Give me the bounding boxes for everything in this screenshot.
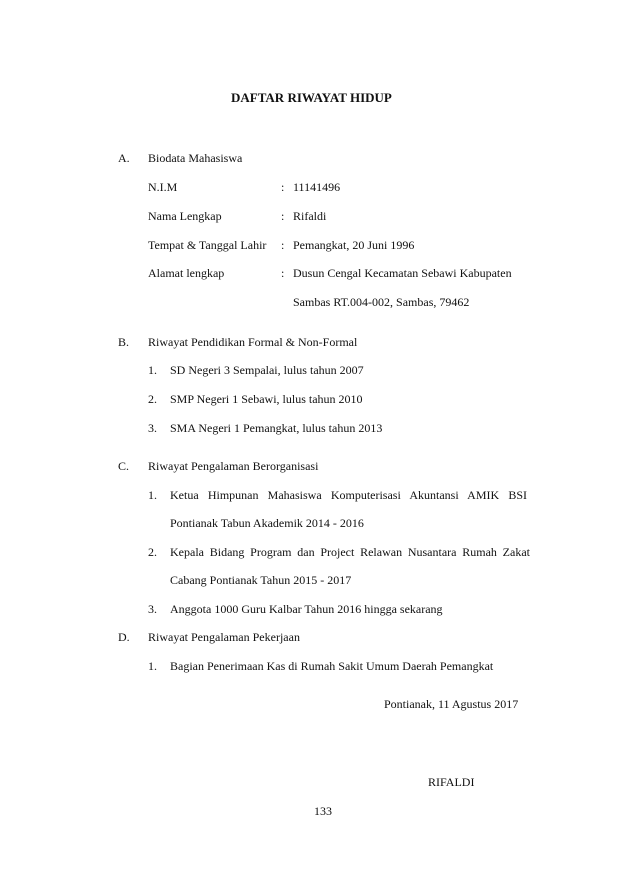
section-a-heading: Biodata Mahasiswa <box>148 151 243 165</box>
list-item-cont: Pontianak Tabun Akademik 2014 - 2016 <box>170 516 364 530</box>
place-date: Pontianak, 11 Agustus 2017 <box>384 697 519 711</box>
list-item: SMA Negeri 1 Pemangkat, lulus tahun 2013 <box>170 421 383 435</box>
section-c-heading: Riwayat Pengalaman Berorganisasi <box>148 459 319 473</box>
field-separator: : <box>281 180 285 194</box>
list-item: SD Negeri 3 Sempalai, lulus tahun 2007 <box>170 363 364 377</box>
list-item-number: 3. <box>148 602 157 616</box>
field-separator: : <box>281 238 285 252</box>
list-item-number: 1. <box>148 488 157 502</box>
section-d-heading: Riwayat Pengalaman Pekerjaan <box>148 630 300 644</box>
field-value-ttl: Pemangkat, 20 Juni 1996 <box>293 238 415 252</box>
list-item-number: 1. <box>148 659 157 673</box>
field-value-nim: 11141496 <box>293 180 341 194</box>
field-label-alamat: Alamat lengkap <box>148 266 225 280</box>
field-value-nama: Rifaldi <box>293 209 327 223</box>
section-b-heading: Riwayat Pendidikan Formal & Non-Formal <box>148 335 358 349</box>
field-separator: : <box>281 266 285 280</box>
list-item: Kepala Bidang Program dan Project Relawan Nusantara Rumah Zakat <box>170 545 530 559</box>
list-item: Ketua Himpunan Mahasiswa Komputerisasi Akuntansi AMIK BSI <box>170 488 527 502</box>
list-item: Bagian Penerimaan Kas di Rumah Sakit Umum Daerah Pemangkat <box>170 659 494 673</box>
list-item-number: 1. <box>148 363 157 377</box>
field-separator: : <box>281 209 285 223</box>
signature-name: RIFALDI <box>428 775 475 789</box>
list-item-cont: Cabang Pontianak Tahun 2015 - 2017 <box>170 573 352 587</box>
section-b-letter: B. <box>118 335 130 349</box>
list-item: Anggota 1000 Guru Kalbar Tahun 2016 hingga sekarang <box>170 602 443 616</box>
page-number: 133 <box>314 804 332 818</box>
field-label-nama: Nama Lengkap <box>148 209 222 223</box>
list-item-number: 2. <box>148 545 157 559</box>
page-title: DAFTAR RIWAYAT HIDUP <box>231 90 392 105</box>
field-label-nim: N.I.M <box>148 180 178 194</box>
list-item: SMP Negeri 1 Sebawi, lulus tahun 2010 <box>170 392 363 406</box>
list-item-number: 3. <box>148 421 157 435</box>
list-item-number: 2. <box>148 392 157 406</box>
field-label-ttl: Tempat & Tanggal Lahir <box>148 238 267 252</box>
section-a-letter: A. <box>118 151 130 165</box>
section-c-letter: C. <box>118 459 130 473</box>
section-d-letter: D. <box>118 630 130 644</box>
field-value-alamat: Dusun Cengal Kecamatan Sebawi Kabupaten <box>293 266 512 280</box>
field-value-alamat-cont: Sambas RT.004-002, Sambas, 79462 <box>293 295 470 309</box>
